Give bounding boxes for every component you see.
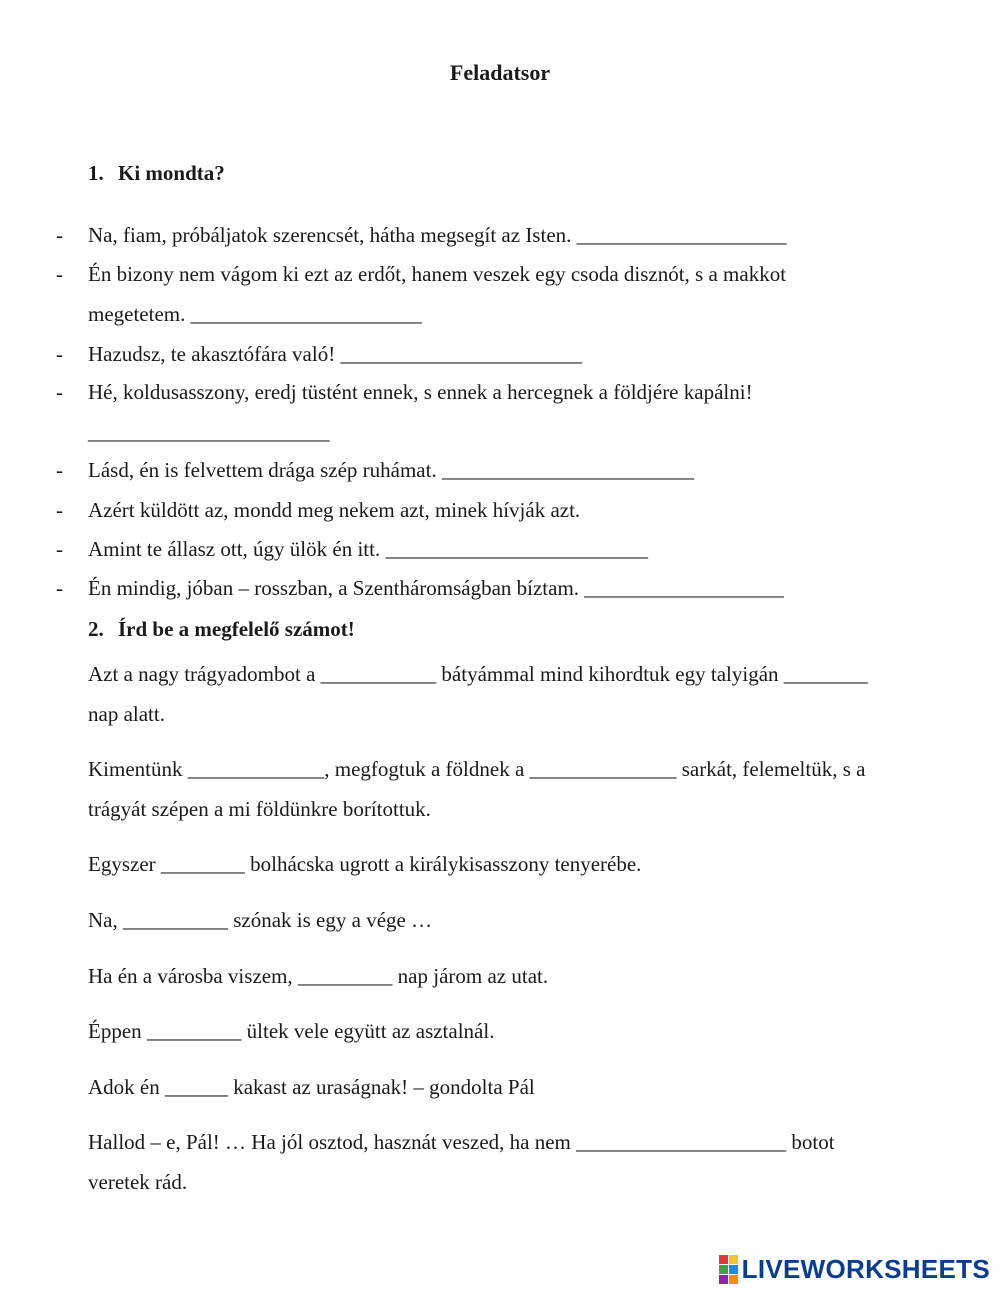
fill-in-line: Hallod – e, Pál! … Ha jól osztod, hasznát veszed, ha nem ____________________ botot: [88, 1130, 835, 1154]
logo-square: [729, 1265, 738, 1274]
bullet-dash: -: [56, 223, 63, 247]
logo-square: [719, 1255, 728, 1264]
logo-square: [719, 1275, 728, 1284]
section-1-number: 1.: [88, 161, 104, 185]
bullet-dash: -: [56, 342, 63, 366]
liveworksheets-logo: [719, 1254, 990, 1284]
answer-blank[interactable]: _______________________: [88, 420, 330, 444]
quote-text: Hé, koldusasszony, eredj tüstént ennek, s ennek a hercegnek a földjére kapálni!: [88, 380, 753, 404]
fill-in-line: veretek rád.: [88, 1170, 188, 1194]
fill-in-line: Egyszer ________ bolhácska ugrott a királykisasszony tenyerébe.: [88, 852, 642, 876]
fill-in-line: trágyát szépen a mi földünkre borítottuk.: [88, 797, 431, 821]
quote-text: Hazudsz, te akasztófára való! _______________________: [88, 342, 582, 366]
fill-in-line: Kimentünk _____________, megfogtuk a földnek a ______________ sarkát, felemeltük, s a: [88, 757, 866, 781]
bullet-dash: -: [56, 537, 63, 561]
logo-text: LIVEWORKSHEETS: [741, 1253, 990, 1284]
logo-icon: [719, 1255, 738, 1284]
logo-square: [729, 1255, 738, 1264]
bullet-dash: -: [56, 380, 63, 404]
quote-text: Én bizony nem vágom ki ezt az erdőt, hanem veszek egy csoda disznót, s a makkot: [88, 262, 787, 286]
section-2-heading: [88, 617, 355, 642]
section-1-heading: [88, 161, 225, 186]
bullet-dash: -: [56, 576, 63, 600]
quote-text: Azért küldött az, mondd meg nekem azt, minek hívják azt.: [88, 498, 581, 522]
quote-text: Én mindig, jóban – rosszban, a Szentháromságban bíztam. ___________________: [88, 576, 784, 600]
logo-square: [729, 1275, 738, 1284]
bullet-dash: -: [56, 262, 63, 286]
fill-in-line: nap alatt.: [88, 702, 165, 726]
quote-text: Amint te állasz ott, úgy ülök én itt. _________________________: [88, 537, 648, 561]
section-1-title: Ki mondta?: [118, 161, 225, 185]
bullet-dash: -: [56, 498, 63, 522]
fill-in-line: Na, __________ szónak is egy a vége …: [88, 908, 433, 932]
quote-text: Na, fiam, próbáljatok szerencsét, hátha megsegít az Isten. ____________________: [88, 223, 787, 247]
fill-in-line: Ha én a városba viszem, _________ nap járom az utat.: [88, 964, 549, 988]
page-title: Feladatsor: [449, 60, 551, 85]
quote-text-continuation: megetetem. ______________________: [88, 302, 422, 326]
bullet-dash: -: [56, 458, 63, 482]
fill-in-line: Adok én ______ kakast az uraságnak! – gondolta Pál: [88, 1075, 535, 1099]
section-2-title: Írd be a megfelelő számot!: [118, 617, 355, 641]
section-2-number: 2.: [88, 617, 104, 641]
fill-in-line: Éppen _________ ültek vele együtt az asztalnál.: [88, 1019, 495, 1043]
quote-text: Lásd, én is felvettem drága szép ruhámat. ________________________: [88, 458, 694, 482]
logo-square: [719, 1265, 728, 1274]
fill-in-line: Azt a nagy trágyadombot a ___________ bátyámmal mind kihordtuk egy talyigán ________: [88, 662, 868, 686]
